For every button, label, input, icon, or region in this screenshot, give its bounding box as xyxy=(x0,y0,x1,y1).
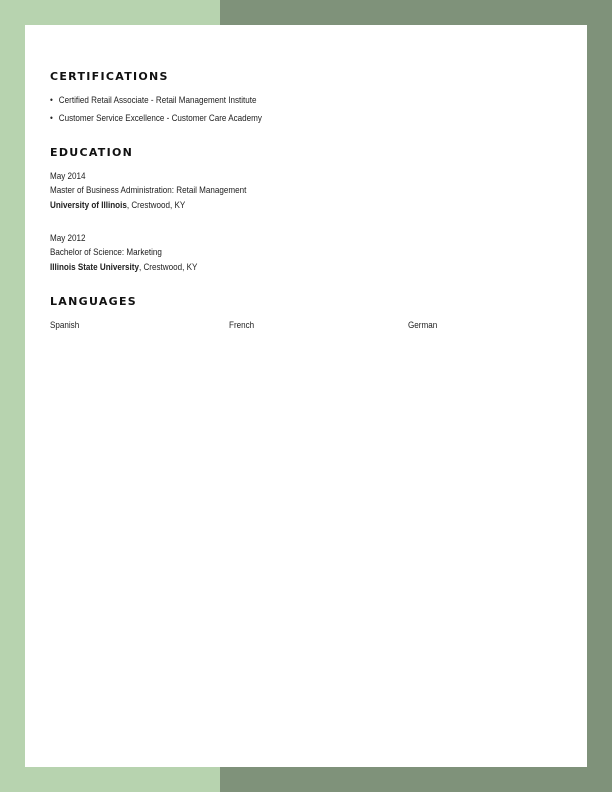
education-degree: Master of Business Administration: Retail Management xyxy=(50,185,247,195)
education-location: , Crestwood, KY xyxy=(138,262,198,272)
language-item: German xyxy=(408,320,438,330)
education-date: May 2014 xyxy=(50,171,86,181)
education-location: , Crestwood, KY xyxy=(126,200,186,210)
language-item: French xyxy=(229,320,255,330)
education-heading: EDUCATION xyxy=(50,146,134,159)
language-item: Spanish xyxy=(50,320,80,330)
languages-heading: LANGUAGES xyxy=(50,295,138,308)
education-school: University of Illinois xyxy=(50,200,127,210)
education-degree: Bachelor of Science: Marketing xyxy=(50,247,162,257)
education-school-line xyxy=(50,200,185,210)
education-school: Illinois State University xyxy=(50,262,139,272)
certification-item: • Certified Retail Associate - Retail Management Institute xyxy=(50,95,257,105)
certification-item: • Customer Service Excellence - Customer Care Academy xyxy=(50,113,262,123)
resume-page xyxy=(25,25,587,767)
education-school-line xyxy=(50,262,197,272)
education-date: May 2012 xyxy=(50,233,86,243)
certifications-heading: CERTIFICATIONS xyxy=(50,70,169,83)
